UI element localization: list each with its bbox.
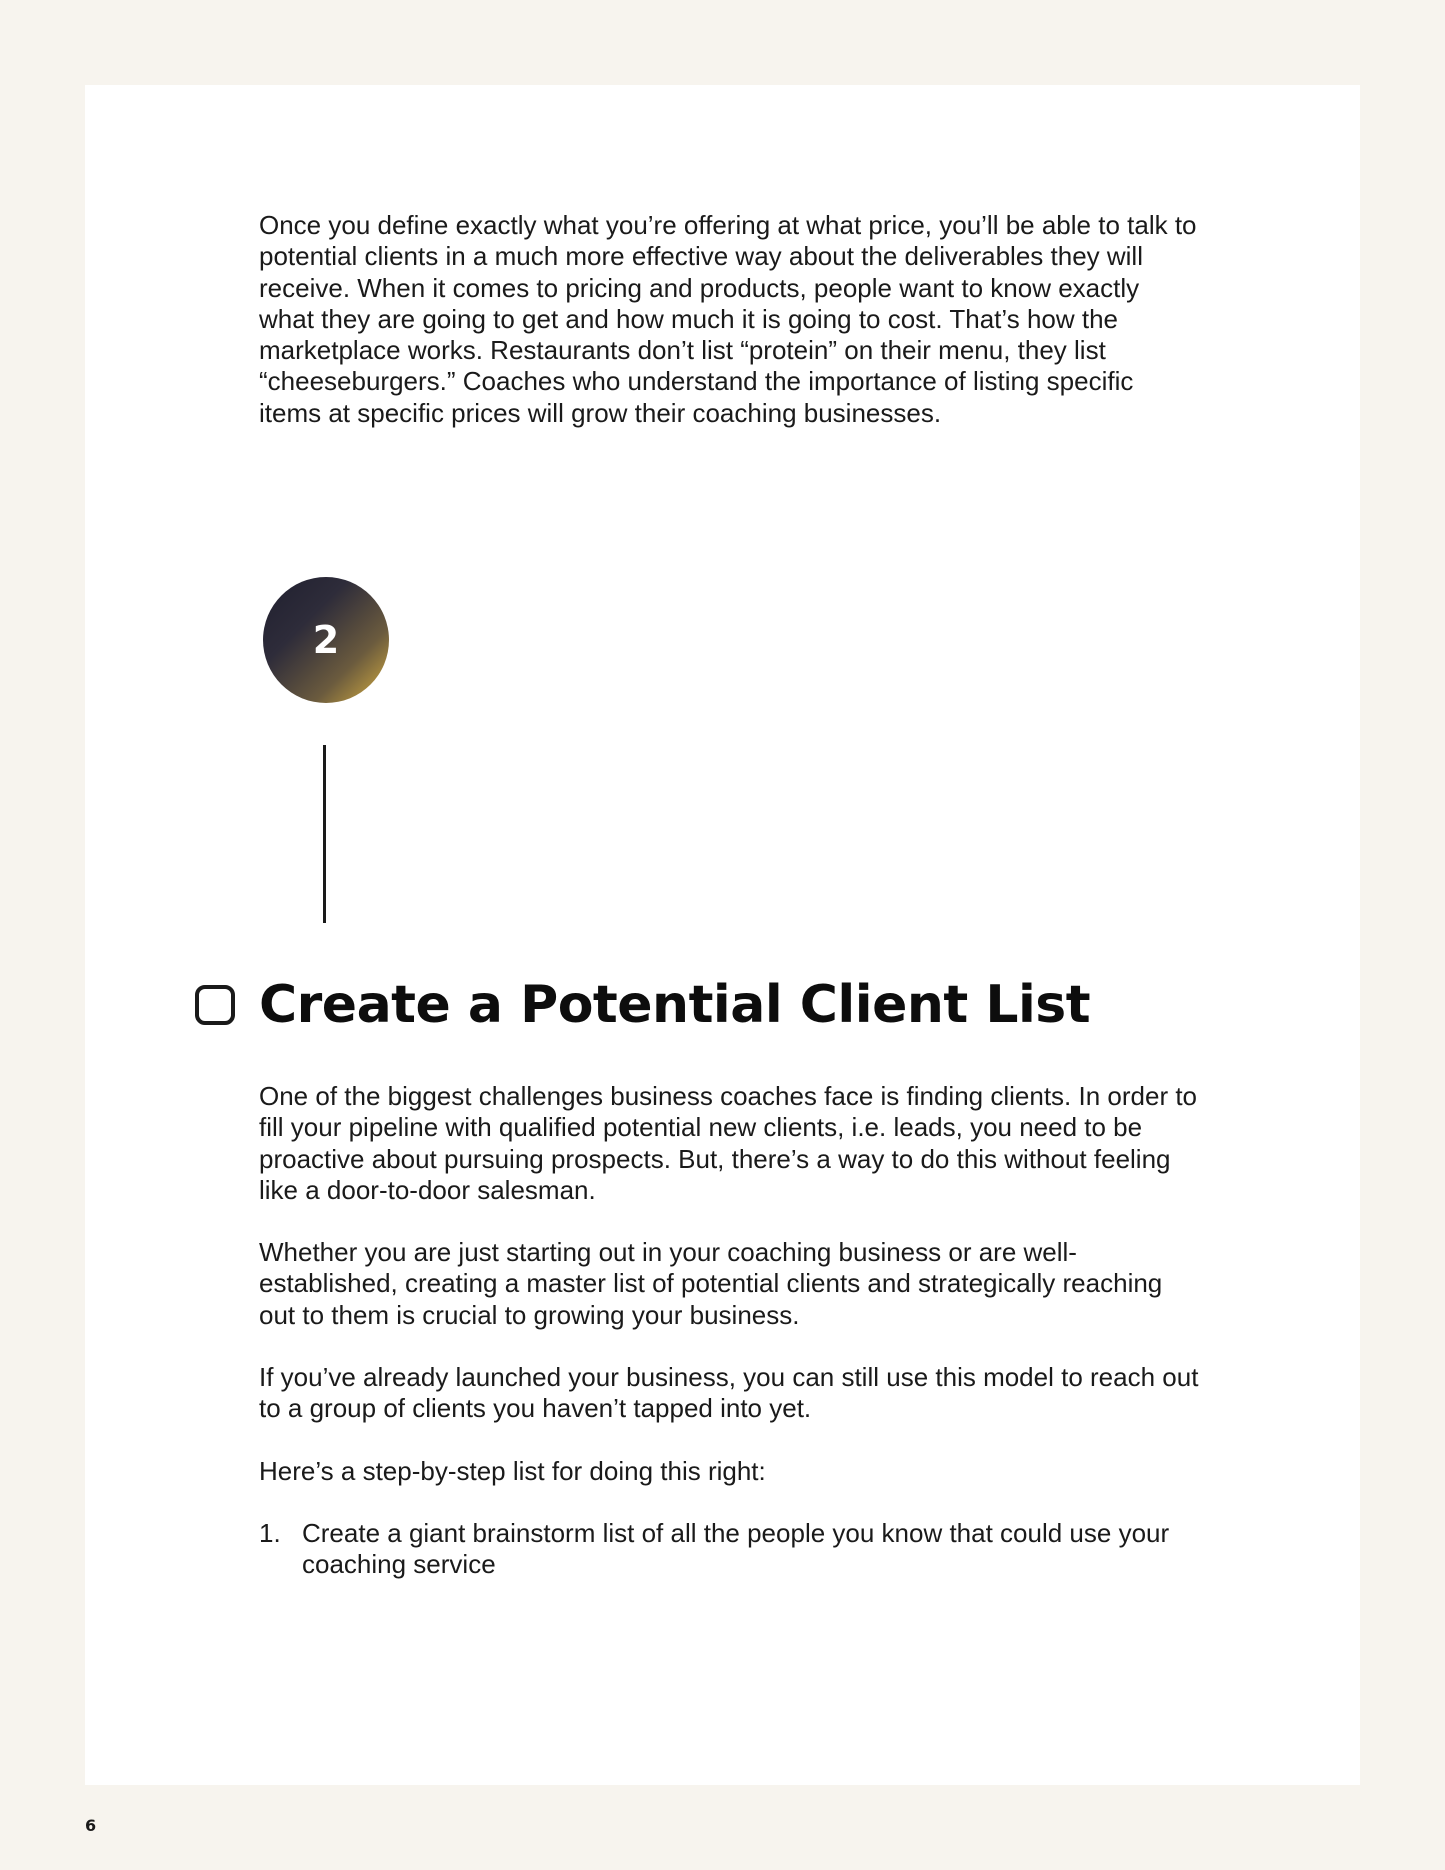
- checkbox-icon[interactable]: [195, 985, 235, 1025]
- list-item: [259, 1518, 1204, 1581]
- step-number: 2: [312, 618, 340, 662]
- step-connector-line: [323, 745, 326, 923]
- list-item-text: Create a giant brainstorm list of all the people you know that could use your coaching service: [302, 1517, 1170, 1580]
- body-paragraph: Whether you are just starting out in your coaching business or are well-established, creating a master list of potential clients and strategically reaching out to them is crucial to growing your business.: [259, 1237, 1163, 1330]
- section-title: Create a Potential Client List: [259, 975, 1091, 1035]
- steps-list: [259, 1518, 1204, 1581]
- body-paragraph: One of the biggest challenges business coaches face is finding clients. In order to fill your pipeline with qualified potential new clients, i.e. leads, you need to be proactive about pursuing prospects. But, there’s a way to do this without feeling like a door-to-door salesman.: [259, 1081, 1198, 1205]
- section-body: [259, 1081, 1204, 1581]
- page-number: 6: [85, 1816, 97, 1835]
- intro-paragraph: Once you define exactly what you’re offering at what price, you’ll be able to talk to potential clients in a much more effective way about the deliverables they will receive. When it comes to pricing and products, people want to know exactly what they are going to get and how much it is going to cost. That’s how the marketplace works. Restaurants don’t list “protein” on their menu, they list “cheeseburgers.” Coaches who understand the importance of listing specific items at specific prices will grow their coaching businesses.: [259, 210, 1197, 428]
- body-paragraph: If you’ve already launched your business, you can still use this model to reach out to a group of clients you haven’t tapped into yet.: [259, 1362, 1199, 1424]
- list-item-number: 1.: [259, 1517, 281, 1548]
- step-number-badge: [263, 577, 389, 703]
- body-paragraph: Here’s a step-by-step list for doing this right:: [259, 1455, 766, 1486]
